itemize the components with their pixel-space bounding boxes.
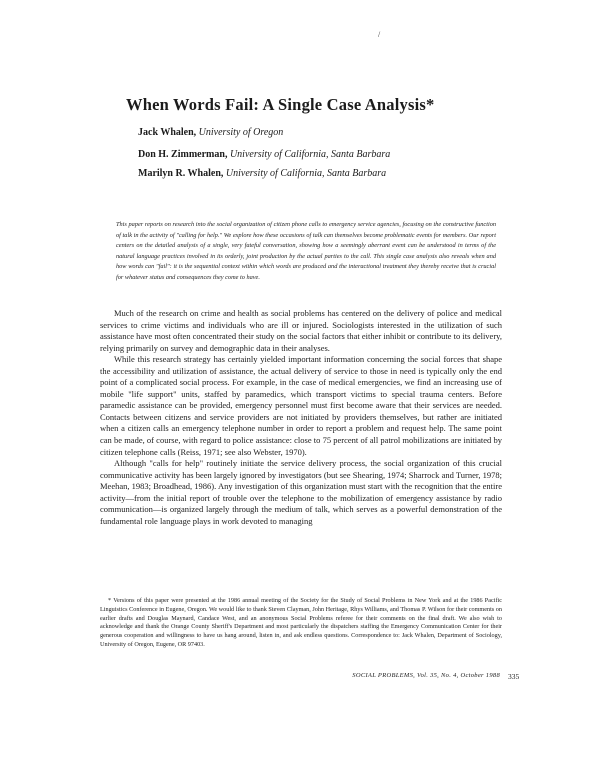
scan-speck: / bbox=[378, 30, 381, 39]
author-line-2 bbox=[138, 149, 390, 160]
journal-citation: SOCIAL PROBLEMS, Vol. 35, No. 4, October 1988 bbox=[352, 672, 500, 679]
author-name: Marilyn R. Whalen, bbox=[138, 168, 224, 179]
footnote bbox=[100, 597, 502, 650]
article-title: When Words Fail: A Single Case Analysis* bbox=[126, 95, 435, 114]
body-text bbox=[100, 308, 502, 527]
author-line-3 bbox=[138, 168, 386, 179]
author-affiliation: University of Oregon bbox=[198, 127, 284, 138]
author-name: Don H. Zimmerman, bbox=[138, 149, 228, 160]
author-affiliation: University of California, Santa Barbara bbox=[225, 168, 387, 179]
author-affiliation: University of California, Santa Barbara bbox=[229, 149, 391, 160]
abstract: This paper reports on research into the social organization of citizen phone calls to emergency service agencies, focusing on the constructive function of talk in the activity of "calling for help." We explore how these occasions of talk can themselves become problematic events for members. Our report centers on the detailed analysis of a single, very fateful conversation, showing how a seemingly aberrant event can be understood in terms of the natural language practices involved in its orderly, joint production by the actual parties to the call. This single case analysis also reveals when and how words can "fail": it is the sequential context within which words are produced and the interactional treatment they thereby receive that is crucial for whatever status and consequences they come to have. bbox=[116, 221, 496, 281]
paragraph: Although "calls for help" routinely initiate the service delivery process, the social organization of this crucial communicative activity has been largely ignored by investigators (but see Shearing, 1974; Sharrock and Turner, 1978; Meehan, 1983; Broadhead, 1986). Any investigation of this organization must start with the recognition that the entire activity—from the initial report of trouble over the telephone to the mobilization of emergency assistance by radio communication—is organized largely through the medium of talk, which serves as a powerful demonstration of the fundamental role language plays in work devoted to managing bbox=[100, 458, 502, 526]
paragraph: Much of the research on crime and health as social problems has centered on the delivery of police and medical services to crime victims and individuals who are ill or injured. Sociologists interested in the utilization of such assistance have most often concentrated their study on the social factors that either inhibit or contribute to its delivery, relying primarily on survey and demographic data in their analyses. bbox=[100, 308, 502, 353]
author-name: Jack Whalen, bbox=[138, 127, 197, 138]
paragraph: While this research strategy has certainly yielded important information concerning the social forces that shape the accessibility and utilization of assistance, the actual delivery of service to those in need is typically only the end point of a complicated social process. For example, in the case of medical emergencies, we find an increasing use of mobile "life support" units, staffed by paramedics, which transport victims to special trauma centers. Before paramedic assistance can be provided, emergency personnel must first become aware that their services are needed. Contacts between citizens and service providers are not initiated by providers themselves, but rather are initiated when a citizen calls an emergency telephone number in order to report a problem and request help. The same point can be made, of course, with regard to police assistance: close to 75 percent of all patrol mobilizations are initiated by citizen telephone calls (Reiss, 1971; see also Webster, 1970). bbox=[100, 354, 502, 457]
page-number: 335 bbox=[508, 672, 520, 681]
author-line-1 bbox=[138, 127, 283, 138]
footnote-text: * Versions of this paper were presented at the 1986 annual meeting of the Society for the Study of Social Problems in New York and at the 1986 Pacific Linguistics Conference in Eugene, Oregon. We would like to thank Steven Clayman, John Heritage, Rhys Williams, and Thomas P. Wilson for their comments on earlier drafts and Douglas Maynard, Candace West, and an anonymous Social Problems referee for their comments on the final draft. We also wish to acknowledge and thank the Orange County Sheriff's Department and most particularly the dispatchers staffing the Emergency Communication Center for their generous cooperation and willingness to have us hang around, listen in, and ask endless questions. Correspondence to: Jack Whalen, Department of Sociology, University of Oregon, Eugene, OR 97403. bbox=[100, 597, 502, 648]
